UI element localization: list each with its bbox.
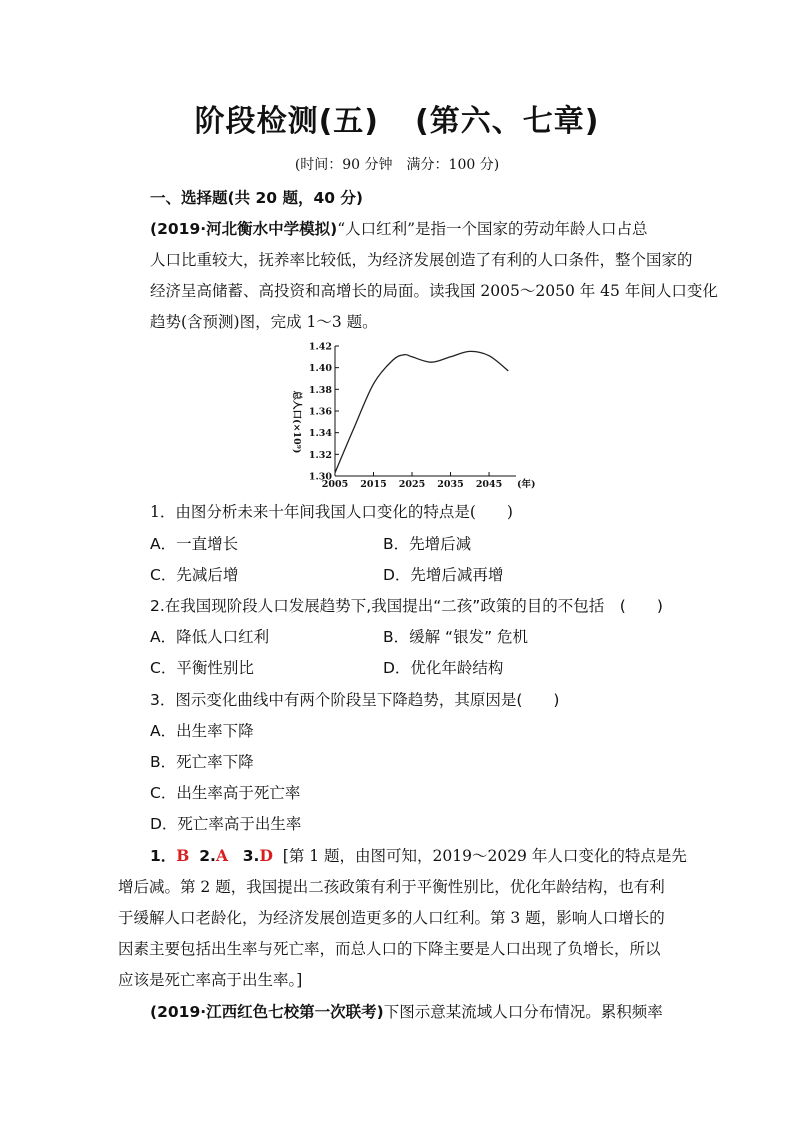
x-tick-label: 2015 [360, 479, 387, 490]
population-series-line [335, 351, 508, 472]
population-trend-chart [280, 338, 540, 496]
x-tick-label: 2045 [475, 479, 503, 490]
y-tick-label: 1.30 [308, 471, 332, 483]
exam-meta: (时间：90 分钟 满分：100 分) [294, 157, 500, 173]
y-axis-title: 总人口(×10⁹) [291, 390, 302, 454]
y-tick-label: 1.42 [308, 341, 332, 353]
x-tick-label: 2035 [437, 479, 464, 490]
q2-option-a[interactable]: A．降低人口红利 [150, 628, 270, 646]
q1-option-b[interactable]: B．先增后减 [383, 535, 472, 553]
answer-line-4: 因素主要包括出生率与死亡率，而总人口的下降主要是人口出现了负增长，所以 [118, 940, 661, 958]
y-axis-ticks [309, 342, 339, 483]
question-3-stem: 3．图示变化曲线中有两个阶段呈下降趋势，其原因是( ) [150, 691, 560, 709]
q1-option-c[interactable]: C．先减后增 [150, 566, 239, 584]
x-tick-label: 2005 [321, 479, 349, 490]
answer-line-3: 于缓解人口老龄化，为经济发展创造更多的人口红利。第 3 题，影响人口增长的 [118, 909, 665, 927]
page-title: 阶段检测(五) (第六、七章) [194, 104, 600, 139]
q3-option-a[interactable]: A．出生率下降 [150, 722, 254, 740]
section-heading: 一、选择题(共 20 题，40 分) [150, 189, 363, 207]
x-axis-ticks [322, 472, 502, 490]
question-2-stem: 2.在我国现阶段人口发展趋势下,我国提出“二孩”政策的目的不包括 ( ) [150, 597, 663, 615]
intro-line-3: 经济呈高储蓄、高投资和高增长的局面。读我国 2005～2050 年 45 年间人口变化 [150, 282, 718, 300]
y-tick-label: 1.34 [308, 428, 332, 440]
intro-line-2: 人口比重较大，抚养率比较低，为经济发展创造了有利的人口条件，整个国家的 [150, 251, 693, 269]
y-tick-label: 1.36 [308, 406, 332, 418]
question-1-stem: 1．由图分析未来十年间我国人口变化的特点是( ) [150, 503, 513, 521]
intro-line-4: 趋势(含预测)图，完成 1～3 题。 [150, 313, 378, 331]
next-passage-line: (2019·江西红色七校第一次联考)下图示意某流域人口分布情况。累积频率 [150, 1003, 663, 1021]
y-tick-label: 1.32 [308, 449, 332, 461]
answer-line-1: 1．B 2.A 3.D [第 1 题，由图可知，2019～2029 年人口变化的特点是先 [150, 846, 687, 865]
q1-option-a[interactable]: A．一直增长 [150, 535, 239, 553]
q2-option-b[interactable]: B．缓解 “银发” 危机 [383, 628, 529, 646]
answer-line-5: 应该是死亡率高于出生率。] [118, 971, 303, 989]
q2-option-c[interactable]: C．平衡性别比 [150, 659, 254, 677]
q3-option-d[interactable]: D．死亡率高于出生率 [150, 815, 302, 833]
y-tick-label: 1.40 [308, 363, 332, 375]
x-axis-unit: (年) [517, 479, 536, 490]
answer-line-2: 增后减。第 2 题，我国提出二孩政策有利于平衡性别比，优化年龄结构，也有利 [118, 878, 665, 896]
x-tick-label: 2025 [398, 479, 426, 490]
intro-line-1: (2019·河北衡水中学模拟)“人口红利”是指一个国家的劳动年龄人口占总 [150, 220, 648, 238]
q3-option-c[interactable]: C．出生率高于死亡率 [150, 784, 301, 802]
q1-option-d[interactable]: D．先增后减再增 [383, 566, 504, 584]
q3-option-b[interactable]: B．死亡率下降 [150, 753, 254, 771]
q2-option-d[interactable]: D．优化年龄结构 [383, 659, 504, 677]
y-tick-label: 1.38 [308, 384, 332, 396]
